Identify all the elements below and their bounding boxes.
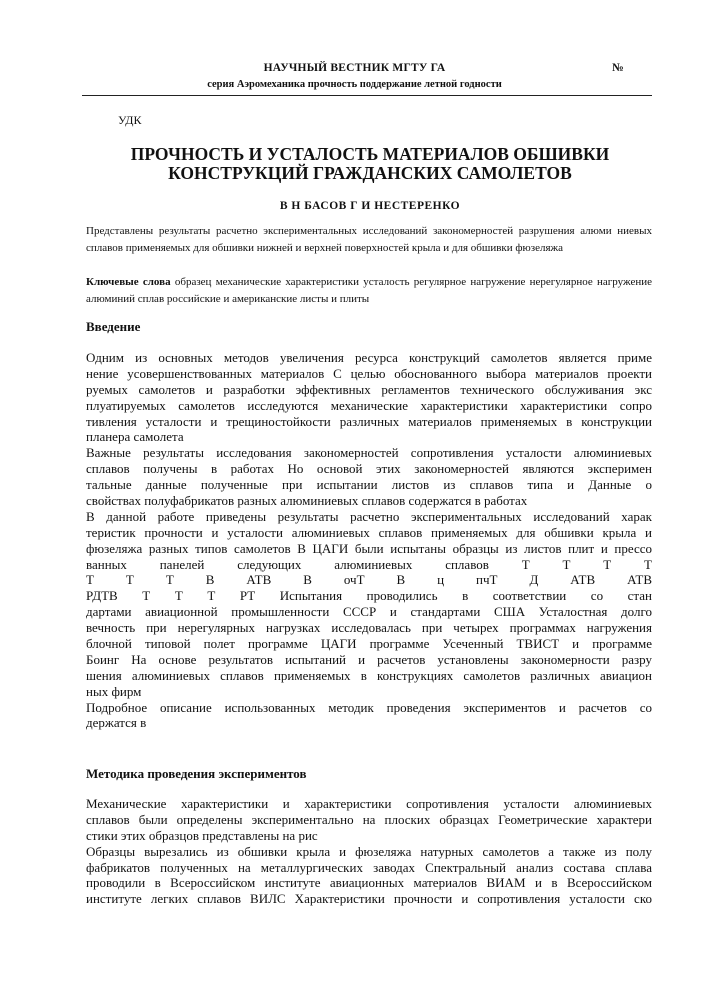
journal-series: серия Аэромеханика прочность поддержание летной годности — [207, 79, 502, 90]
text-line: тивления усталости и трещиностойкости различных материалов применяемых в конструкции — [86, 413, 652, 429]
text-line: нение усовершенствованных материалов С целью обоснованного выбора материалов проекти — [86, 365, 652, 381]
title-line-1: ПРОЧНОСТЬ И УСТАЛОСТЬ МАТЕРИАЛОВ ОБШИВКИ — [130, 144, 610, 164]
text-line: РДТВ Т Т Т РТ Испытания проводились в соответствии со стан — [86, 588, 652, 604]
article-title — [80, 145, 660, 183]
methods-body — [86, 796, 652, 907]
keywords — [86, 274, 652, 307]
text-line: ных фирм — [86, 683, 142, 699]
text-line: тальные данные полученные при испытании листов из сплавов типа и Данные о — [86, 477, 652, 493]
text-line: В данной работе приведены результаты расчетно экспериментальных исследований харак — [86, 508, 652, 524]
keywords-text: образец механические характеристики усталость регулярное нагружение нерегулярное нагружение алюминий сплав российские и американские листы и плиты — [86, 276, 652, 305]
text-line: теристик прочности и усталости алюминиевых сплавов применяемых для обшивки крыла и — [86, 524, 652, 540]
text-line: дартами авиационной промышленности СССР и стандартами США Усталостная долго — [86, 604, 652, 620]
text-line: проводили в Всероссийском институте авиационных материалов ВИАМ и в Всероссийском — [86, 875, 652, 891]
keywords-label: Ключевые слова — [86, 276, 171, 288]
text-line: Механические характеристики и характеристики сопротивления усталости алюминиевых — [86, 796, 652, 811]
text-line: плуатируемых самолетов исследуются механические характеристики характеристики сопро — [86, 397, 652, 413]
text-line: шения алюминиевых сплавов применяемых в конструкциях самолетов различных авиацион — [86, 667, 652, 683]
text-line: ванных панелей следующих алюминиевых сплавов Т Т Т Т — [86, 556, 652, 572]
authors: В Н БАСОВ Г И НЕСТЕРЕНКО — [279, 200, 461, 212]
text-line: вечность при нерегулярных нагрузках исследовалась при четырех программах нагружения — [86, 620, 652, 636]
text-line: Образцы вырезались из обшивки крыла и фюзеляжа натурных самолетов а также из полу — [86, 843, 652, 859]
text-line: Т Т Т В АТВ В очТ В ц пчТ Д АТВ АТВ — [86, 572, 652, 588]
text-line: сплавов получены в работах Но основой этих закономерностей являются эксперимен — [86, 461, 652, 477]
text-line: руемых самолетов и разработки эффективных регламентов технического обслуживания экс — [86, 381, 652, 397]
title-line-2: КОНСТРУКЦИЙ ГРАЖДАНСКИХ САМОЛЕТОВ — [168, 163, 572, 183]
intro-body — [86, 350, 652, 731]
text-line: планера самолета — [86, 429, 184, 445]
text-line: сплавов были определены экспериментально на плоских образцах Геометрические характери — [86, 811, 652, 827]
text-line: блочной типовой полет программе ЦАГИ программе Усеченный ТВИСТ и программе — [86, 636, 652, 652]
text-line: держатся в — [86, 715, 147, 731]
udc-label: УДК — [118, 113, 142, 127]
text-line: фабрикатов полученных на металлургических заводах Спектральный анализ состава сплава — [86, 859, 652, 875]
text-line: институте легких сплавов ВИЛС Характеристики прочности и сопротивления усталости ско — [86, 891, 652, 907]
methods-heading: Методика проведения экспериментов — [86, 766, 307, 781]
abstract — [86, 223, 652, 256]
text-line: фюзеляжа разных типов самолетов В ЦАГИ были испытаны образцы из листов плит и прессо — [86, 540, 652, 556]
abstract-text: Представлены результаты расчетно экспериментальных исследований закономерностей разрушения алюми ниевых сплавов применяемых для обшивки нижней и верхней поверхностей крыла и для обшивки фюзеляжа — [86, 225, 652, 254]
text-line: стики этих образцов представлены на рис — [86, 827, 318, 843]
issue-number: № — [612, 62, 624, 74]
journal-title: НАУЧНЫЙ ВЕСТНИК МГТУ ГА — [263, 62, 446, 74]
text-line: Боинг На основе результатов испытаний и расчетов установлены закономерности разру — [86, 651, 652, 667]
text-line: Одним из основных методов увеличения ресурса конструкций самолетов является приме — [86, 350, 652, 365]
text-line: Подробное описание использованных методик проведения экспериментов и расчетов со — [86, 699, 652, 715]
text-line: свойствах полуфабрикатов разных алюминиевых сплавов содержатся в работах — [86, 493, 528, 509]
text-line: Важные результаты исследования закономерностей сопротивления усталости алюминиевых — [86, 445, 652, 461]
header-rule — [82, 95, 652, 96]
intro-heading: Введение — [86, 319, 141, 334]
